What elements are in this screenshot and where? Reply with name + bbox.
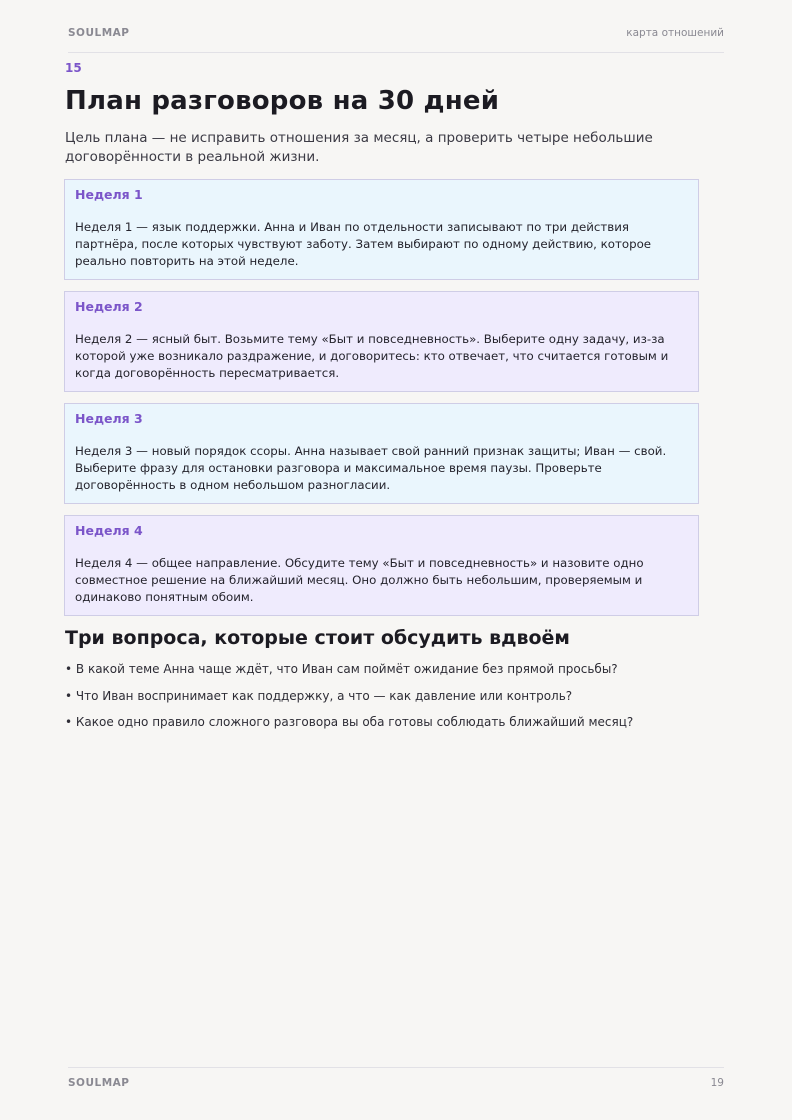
- week-title: Неделя 3: [75, 411, 143, 426]
- question-item: • Какое одно правило сложного разговора вы оба готовы соблюдать ближайший месяц?: [65, 715, 634, 729]
- header-subtitle: карта отношений: [626, 27, 724, 39]
- page-footer: [68, 1067, 724, 1089]
- week-card-3: [64, 403, 699, 504]
- page-number: 19: [710, 1077, 724, 1089]
- week-text: Неделя 1 — язык поддержки. Анна и Иван по отдельности записывают по три действия партнёра, после которых чувствуют заботу. Затем выбирают по одному действию, которое реально повторить на этой неделе.: [75, 220, 652, 268]
- brand-label: SOULMAP: [68, 27, 130, 39]
- page-title: План разговоров на 30 дней: [65, 86, 500, 116]
- week-text: Неделя 2 — ясный быт. Возьмите тему «Быт и повседневность». Выберите одну задачу, из-за которой уже возникало раздражение, и договоритесь: кто отвечает, что считается готовым и когда договорённость пересматривается.: [75, 332, 669, 380]
- week-card-1: [64, 179, 699, 280]
- questions-list: [65, 661, 725, 741]
- week-text: Неделя 4 — общее направление. Обсудите тему «Быт и повседневность» и назовите одно совместное решение на ближайший месяц. Оно должно быть небольшим, проверяемым и одинаково понятным обоим.: [75, 556, 644, 604]
- page-header: [68, 27, 724, 53]
- questions-heading: Три вопроса, которые стоит обсудить вдвоём: [65, 627, 570, 649]
- weeks-list: [64, 179, 699, 627]
- footer-brand: SOULMAP: [68, 1077, 130, 1089]
- question-item: • Что Иван воспринимает как поддержку, а что — как давление или контроль?: [65, 688, 573, 703]
- week-title: Неделя 1: [75, 187, 143, 202]
- week-title: Неделя 4: [75, 523, 143, 538]
- week-card-2: [64, 291, 699, 392]
- week-title: Неделя 2: [75, 299, 143, 314]
- week-text: Неделя 3 — новый порядок ссоры. Анна называет свой ранний признак защиты; Иван — свой. Выберите фразу для остановки разговора и максимальное время паузы. Проверьте договорённость в одном небольшом разногласии.: [75, 444, 667, 492]
- week-card-4: [64, 515, 699, 616]
- intro-text: Цель плана — не исправить отношения за месяц, а проверить четыре небольшие договорённости в реальной жизни.: [65, 130, 653, 165]
- question-item: • В какой теме Анна чаще ждёт, что Иван сам поймёт ожидание без прямой просьбы?: [65, 662, 618, 676]
- section-number: 15: [65, 61, 82, 75]
